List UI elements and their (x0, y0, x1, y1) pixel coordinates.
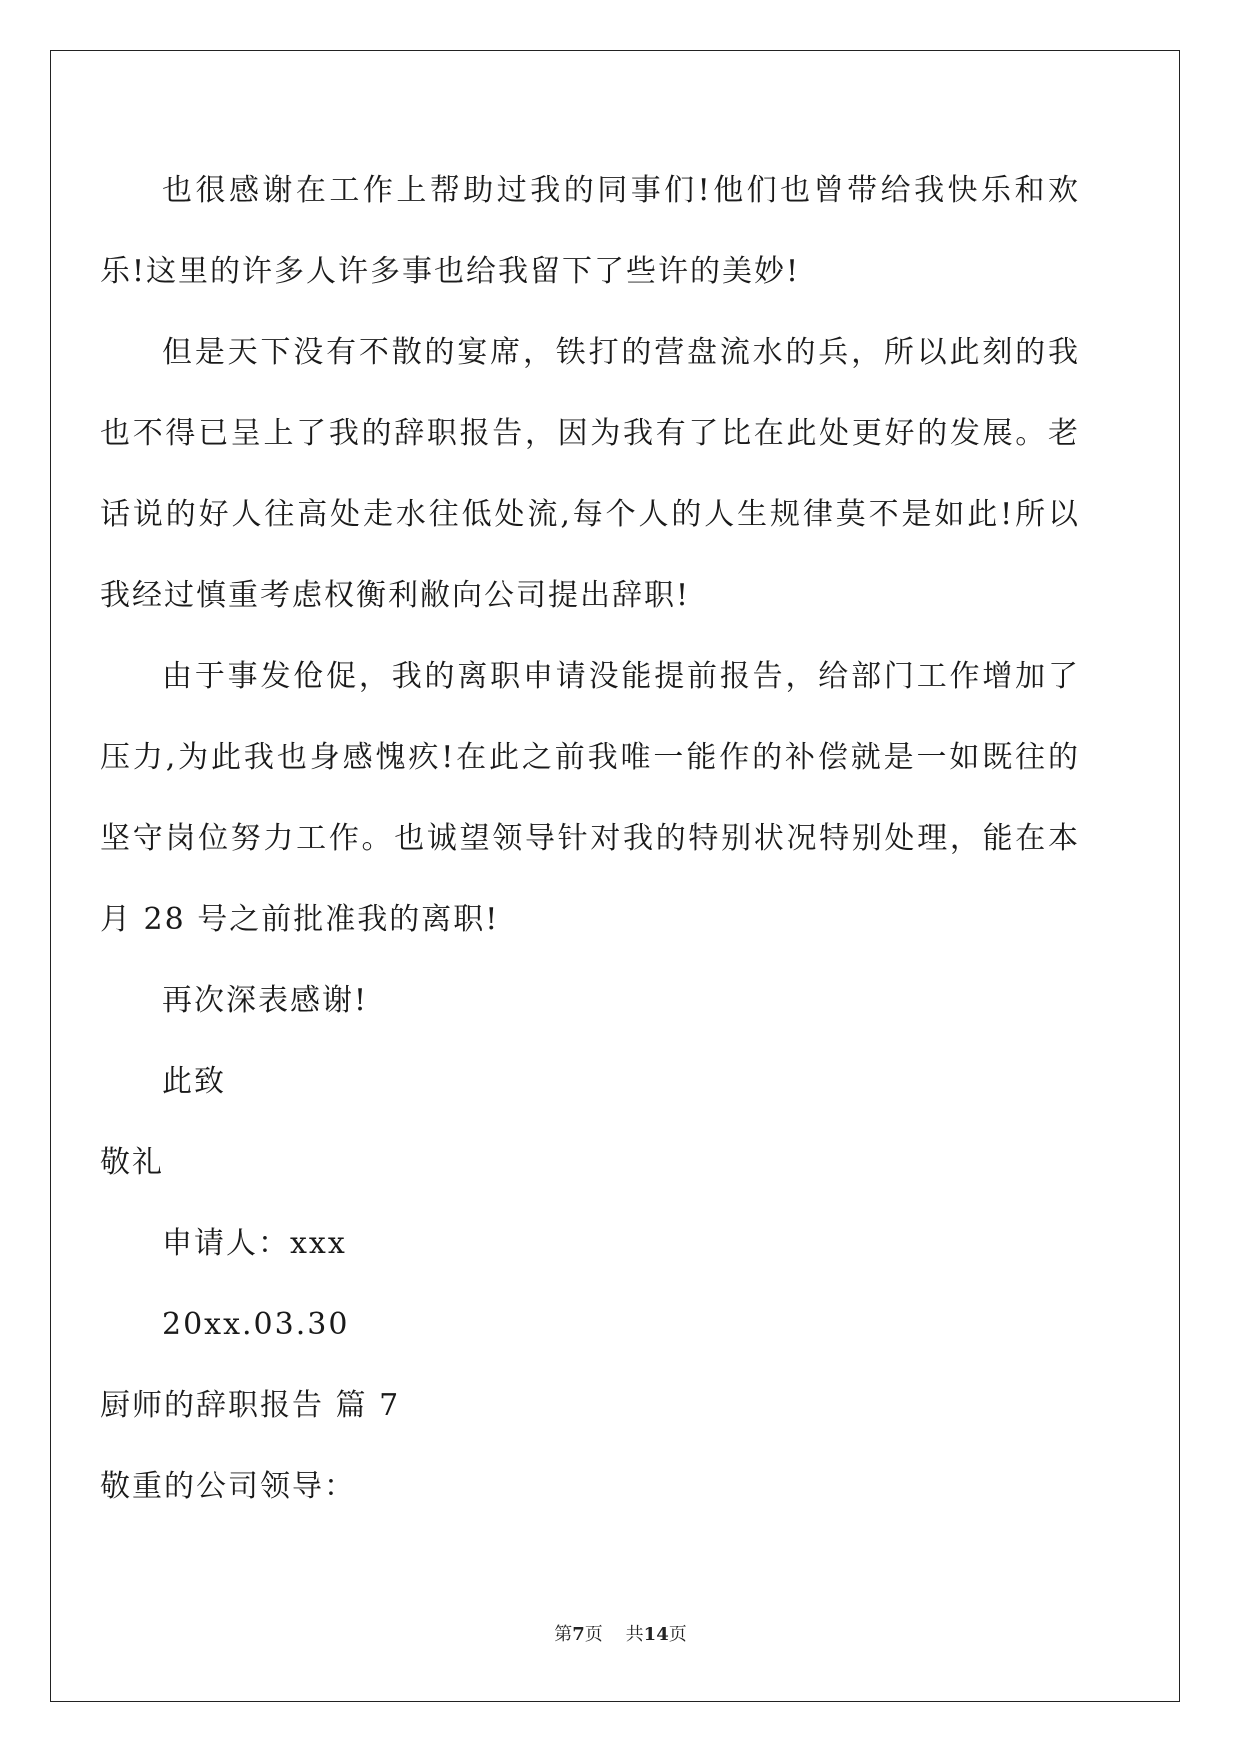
letter-greeting: 敬重的公司领导： (100, 1469, 356, 1504)
section-heading: 厨师的辞职报告 篇 7 (100, 1388, 401, 1423)
total-pages-number: 14 (643, 1624, 669, 1645)
salutation-cizhi: 此致 (162, 1064, 226, 1099)
paragraph-line: 也不得已呈上了我的辞职报告，因为我有了比在此处更好的发展。老 (100, 416, 1080, 451)
paragraph-line: 话说的好人往高处走水往低处流,每个人的人生规律莫不是如此!所以 (100, 497, 1080, 532)
paragraph-line: 我经过慎重考虑权衡利敝向公司提出辞职! (100, 578, 691, 613)
paragraph-line: 月 28 号之前批准我的离职! (100, 902, 500, 937)
paragraph-line: 乐!这里的许多人许多事也给我留下了些许的美妙! (100, 254, 801, 289)
applicant-signature: 申请人：xxx (162, 1226, 347, 1261)
letter-date: 20xx.03.30 (162, 1307, 350, 1342)
paragraph-line: 由于事发伧促，我的离职申请没能提前报告，给部门工作增加了 (162, 659, 1080, 694)
current-page-number: 7 (572, 1624, 585, 1645)
paragraph-line: 也很感谢在工作上帮助过我的同事们!他们也曾带给我快乐和欢 (162, 173, 1080, 208)
closing-thanks: 再次深表感谢! (162, 983, 369, 1018)
page-number-footer: 第7页 共14页 (554, 1624, 687, 1645)
paragraph-line: 但是天下没有不散的宴席，铁打的营盘流水的兵，所以此刻的我 (162, 335, 1080, 370)
paragraph-line: 坚守岗位努力工作。也诚望领导针对我的特别状况特别处理，能在本 (100, 821, 1080, 856)
salutation-jingli: 敬礼 (100, 1145, 164, 1180)
document-body (100, 150, 1080, 1527)
paragraph-line: 压力,为此我也身感愧疚!在此之前我唯一能作的补偿就是一如既往的 (100, 740, 1080, 775)
